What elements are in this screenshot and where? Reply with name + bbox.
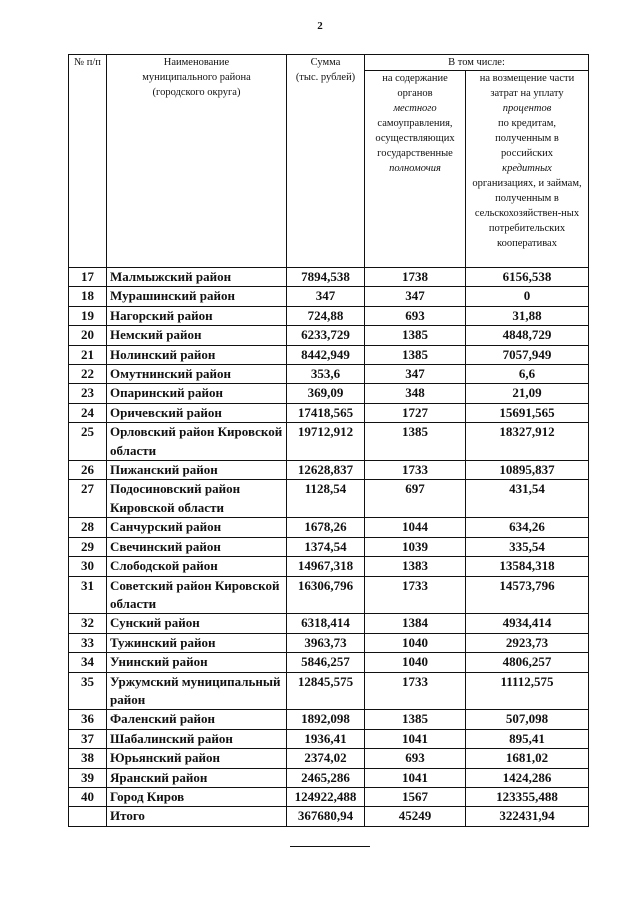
table-row: [69, 537, 589, 556]
row-number: 26: [69, 461, 107, 480]
interest-value: 31,88: [466, 306, 589, 325]
table-row: [69, 710, 589, 729]
header-sub-interest-e: организациях, и займам, полученным в сельскохозяйствен-ных потребительских кооперативах: [472, 178, 582, 249]
table-row: [69, 306, 589, 325]
total-sum: 367680,94: [287, 807, 365, 826]
maintenance-value: 1040: [365, 633, 466, 652]
district-name: Опаринский район: [107, 384, 287, 403]
header-name-line3: (городского округа): [152, 87, 241, 98]
district-name: Подосиновский район Кировской области: [107, 480, 287, 518]
interest-value: 18327,912: [466, 423, 589, 461]
header-name-line2: муниципального района: [142, 72, 251, 83]
interest-value: 6156,538: [466, 268, 589, 287]
maintenance-value: 1385: [365, 710, 466, 729]
sum-value: 369,09: [287, 384, 365, 403]
district-name: Нолинский район: [107, 345, 287, 364]
maintenance-value: 693: [365, 749, 466, 768]
sum-value: 724,88: [287, 306, 365, 325]
row-number: 33: [69, 633, 107, 652]
header-sub-maintenance-d: полномочия: [389, 163, 441, 174]
district-name: Орловский район Кировской области: [107, 423, 287, 461]
table-row: [69, 480, 589, 518]
row-number: 21: [69, 345, 107, 364]
header-number-label: № п/п: [74, 57, 101, 68]
row-number: 19: [69, 306, 107, 325]
maintenance-value: 1385: [365, 423, 466, 461]
maintenance-value: 1738: [365, 268, 466, 287]
interest-value: 6,6: [466, 365, 589, 384]
header-sum-line2: (тыс. рублей): [295, 72, 356, 83]
sum-value: 6318,414: [287, 614, 365, 633]
header-sub-interest: [466, 71, 589, 268]
sum-value: 1678,26: [287, 518, 365, 537]
interest-value: 4806,257: [466, 653, 589, 672]
district-name: Оричевский район: [107, 403, 287, 422]
district-name: Слободской район: [107, 557, 287, 576]
maintenance-value: 1039: [365, 537, 466, 556]
sum-value: 1374,54: [287, 537, 365, 556]
row-number: 34: [69, 653, 107, 672]
district-name: Унинский район: [107, 653, 287, 672]
row-number: 17: [69, 268, 107, 287]
maintenance-value: 1733: [365, 461, 466, 480]
interest-value: 1424,286: [466, 768, 589, 787]
maintenance-value: 1040: [365, 653, 466, 672]
maintenance-value: 1733: [365, 672, 466, 710]
table-row: [69, 768, 589, 787]
table-row: [69, 576, 589, 614]
district-name: Нагорский район: [107, 306, 287, 325]
row-number: 28: [69, 518, 107, 537]
header-including: В том числе:: [365, 55, 589, 71]
row-number: 37: [69, 729, 107, 748]
district-name: Немский район: [107, 326, 287, 345]
sum-value: 12628,837: [287, 461, 365, 480]
district-name: Уржумский муниципальный район: [107, 672, 287, 710]
row-number: 29: [69, 537, 107, 556]
row-number: 25: [69, 423, 107, 461]
district-name: Яранский район: [107, 768, 287, 787]
maintenance-value: 693: [365, 306, 466, 325]
sum-value: 6233,729: [287, 326, 365, 345]
header-sub-interest-c: по кредитам, полученным в российских: [495, 118, 559, 159]
interest-value: 10895,837: [466, 461, 589, 480]
interest-value: 507,098: [466, 710, 589, 729]
page-number: 2: [317, 20, 323, 32]
maintenance-value: 1733: [365, 576, 466, 614]
interest-value: 895,41: [466, 729, 589, 748]
maintenance-value: 1041: [365, 729, 466, 748]
maintenance-value: 347: [365, 287, 466, 306]
total-label: Итого: [107, 807, 287, 826]
maintenance-value: 1383: [365, 557, 466, 576]
sum-value: 14967,318: [287, 557, 365, 576]
subsidy-table: [68, 54, 589, 827]
row-number: 38: [69, 749, 107, 768]
sum-value: 7894,538: [287, 268, 365, 287]
header-number: [69, 55, 107, 268]
maintenance-value: 348: [365, 384, 466, 403]
interest-value: 123355,488: [466, 787, 589, 806]
district-name: Тужинский район: [107, 633, 287, 652]
interest-value: 335,54: [466, 537, 589, 556]
district-name: Фаленский район: [107, 710, 287, 729]
row-number: 39: [69, 768, 107, 787]
interest-value: 11112,575: [466, 672, 589, 710]
sum-value: 1128,54: [287, 480, 365, 518]
header-sub-maintenance-a: на содержание органов: [382, 73, 448, 99]
sum-value: 353,6: [287, 365, 365, 384]
header-sub-interest-d: кредитных: [502, 163, 552, 174]
total-number-cell: [69, 807, 107, 826]
table-row: [69, 345, 589, 364]
sum-value: 16306,796: [287, 576, 365, 614]
header-name: [107, 55, 287, 268]
interest-value: 4934,414: [466, 614, 589, 633]
header-sum-line1: Сумма: [310, 57, 341, 68]
interest-value: 14573,796: [466, 576, 589, 614]
total-interest: 322431,94: [466, 807, 589, 826]
interest-value: 2923,73: [466, 633, 589, 652]
interest-value: 634,26: [466, 518, 589, 537]
interest-value: 21,09: [466, 384, 589, 403]
header-sum: [287, 55, 365, 268]
sum-value: 124922,488: [287, 787, 365, 806]
table-row: [69, 729, 589, 748]
header-name-line1: Наименование: [163, 57, 230, 68]
table-row: [69, 633, 589, 652]
district-name: Пижанский район: [107, 461, 287, 480]
header-sub-maintenance-c: самоуправления, осуществляющих государственные: [375, 118, 455, 159]
table-row: [69, 384, 589, 403]
row-number: 30: [69, 557, 107, 576]
table-row: [69, 787, 589, 806]
total-maintenance: 45249: [365, 807, 466, 826]
sum-value: 19712,912: [287, 423, 365, 461]
district-name: Мурашинский район: [107, 287, 287, 306]
table-row: [69, 326, 589, 345]
row-number: 20: [69, 326, 107, 345]
district-name: Омутнинский район: [107, 365, 287, 384]
maintenance-value: 1384: [365, 614, 466, 633]
interest-value: 7057,949: [466, 345, 589, 364]
district-name: Малмыжский район: [107, 268, 287, 287]
header-sub-interest-a: на возмещение части затрат на уплату: [479, 73, 575, 99]
interest-value: 0: [466, 287, 589, 306]
maintenance-value: 1385: [365, 345, 466, 364]
row-number: 22: [69, 365, 107, 384]
row-number: 35: [69, 672, 107, 710]
table-row: [69, 653, 589, 672]
interest-value: 15691,565: [466, 403, 589, 422]
row-number: 27: [69, 480, 107, 518]
maintenance-value: 347: [365, 365, 466, 384]
table-row: [69, 614, 589, 633]
table-row: [69, 749, 589, 768]
sum-value: 12845,575: [287, 672, 365, 710]
row-number: 23: [69, 384, 107, 403]
footer-rule: [290, 846, 370, 847]
table-row: [69, 672, 589, 710]
table-row: [69, 423, 589, 461]
row-number: 18: [69, 287, 107, 306]
district-name: Свечинский район: [107, 537, 287, 556]
row-number: 36: [69, 710, 107, 729]
sum-value: 3963,73: [287, 633, 365, 652]
sum-value: 5846,257: [287, 653, 365, 672]
header-sub-maintenance: [365, 71, 466, 268]
header-sub-interest-b: процентов: [502, 103, 552, 114]
sum-value: 1936,41: [287, 729, 365, 748]
maintenance-value: 1044: [365, 518, 466, 537]
sum-value: 347: [287, 287, 365, 306]
sum-value: 17418,565: [287, 403, 365, 422]
sum-value: 2374,02: [287, 749, 365, 768]
district-name: Шабалинский район: [107, 729, 287, 748]
maintenance-value: 1567: [365, 787, 466, 806]
interest-value: 1681,02: [466, 749, 589, 768]
table-row: [69, 461, 589, 480]
interest-value: 4848,729: [466, 326, 589, 345]
sum-value: 2465,286: [287, 768, 365, 787]
sum-value: 1892,098: [287, 710, 365, 729]
district-name: Юрьянский район: [107, 749, 287, 768]
row-number: 40: [69, 787, 107, 806]
maintenance-value: 1041: [365, 768, 466, 787]
district-name: Сунский район: [107, 614, 287, 633]
maintenance-value: 1385: [365, 326, 466, 345]
table-row: [69, 268, 589, 287]
sum-value: 8442,949: [287, 345, 365, 364]
interest-value: 431,54: [466, 480, 589, 518]
district-name: Советский район Кировской области: [107, 576, 287, 614]
row-number: 24: [69, 403, 107, 422]
total-row: [69, 807, 589, 826]
table-row: [69, 557, 589, 576]
maintenance-value: 697: [365, 480, 466, 518]
district-name: Санчурский район: [107, 518, 287, 537]
row-number: 31: [69, 576, 107, 614]
table-row: [69, 287, 589, 306]
maintenance-value: 1727: [365, 403, 466, 422]
header-sub-maintenance-b: местного: [393, 103, 437, 114]
table-row: [69, 403, 589, 422]
table-row: [69, 365, 589, 384]
district-name: Город Киров: [107, 787, 287, 806]
row-number: 32: [69, 614, 107, 633]
table-row: [69, 518, 589, 537]
interest-value: 13584,318: [466, 557, 589, 576]
